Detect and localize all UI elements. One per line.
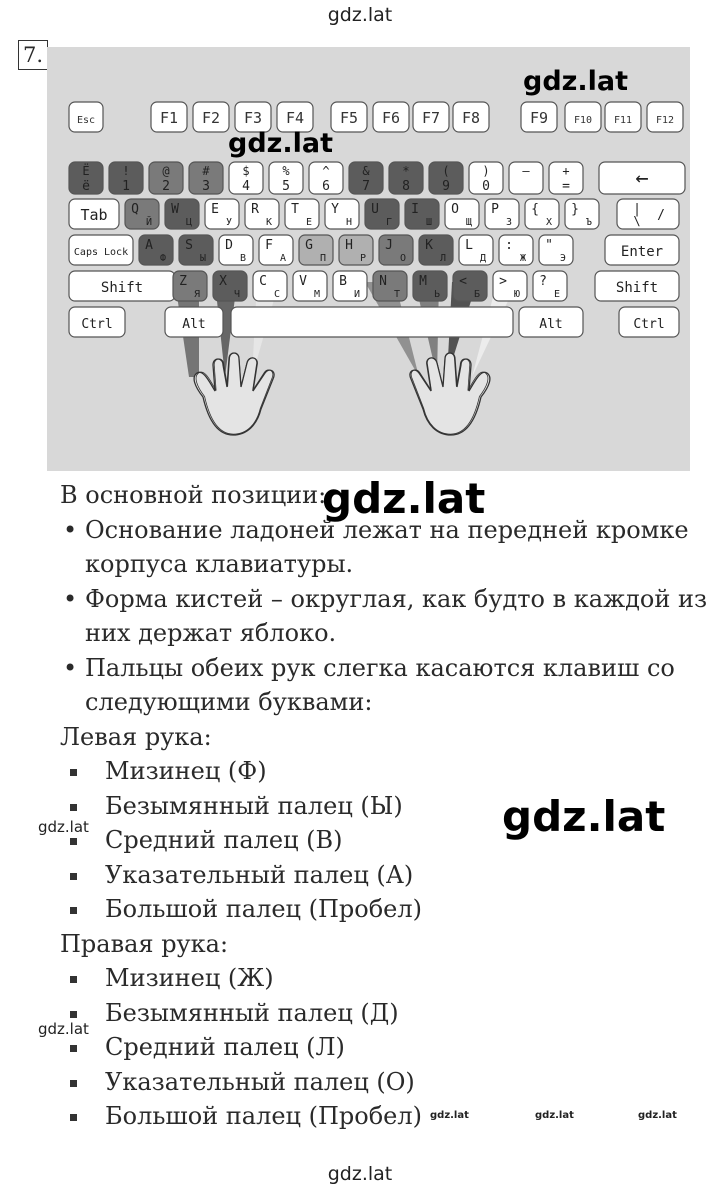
backslash-extra: / <box>657 208 665 223</box>
task-number: 7. <box>18 40 48 70</box>
right-item <box>60 996 700 1031</box>
letter-key-cyrillic: А <box>279 253 287 264</box>
letter-key-latin: S <box>185 238 193 253</box>
letter-key-cyrillic: Л <box>439 253 447 264</box>
function-key-label: F10 <box>573 115 593 126</box>
letter-key-latin: Z <box>179 274 187 289</box>
function-key-label: F6 <box>381 109 401 127</box>
letter-key-latin: W <box>171 202 179 217</box>
number-key-top: Ё <box>82 164 90 178</box>
letter-key-latin: J <box>385 238 393 253</box>
hand-outline <box>410 353 490 435</box>
letter-key-latin: < <box>459 274 467 289</box>
letter-key-latin: L <box>465 238 473 253</box>
letter-key-cyrillic: П <box>319 253 327 264</box>
bullet-3 <box>60 651 700 686</box>
backslash-key <box>617 199 679 229</box>
number-key-top: % <box>282 164 290 178</box>
function-key-label: F11 <box>613 115 633 126</box>
letter-key-latin: F <box>265 238 273 253</box>
function-key-label: F8 <box>461 109 481 127</box>
letter-key-latin: " <box>545 238 553 253</box>
bullet-1-cont: корпуса клавиатуры. <box>85 550 354 578</box>
spacebar-key <box>231 307 513 337</box>
letter-key-cyrillic: И <box>353 289 361 300</box>
letter-key-latin: B <box>339 274 347 289</box>
backslash-bottom: \ <box>633 214 641 228</box>
bullet-dot: • <box>63 515 78 544</box>
ctrl-right-label: Ctrl <box>633 317 665 332</box>
tab-label: Tab <box>80 206 108 224</box>
letter-key-cyrillic: З <box>505 217 513 228</box>
left-item-text: Безымянный палец (Ы) <box>105 791 403 820</box>
letter-key-latin: U <box>371 202 379 217</box>
right-item <box>60 1099 700 1134</box>
letter-key-cyrillic: Б <box>473 289 481 300</box>
watermark-bottom: gdz.lat <box>327 1163 393 1185</box>
alt-right-label: Alt <box>539 317 563 332</box>
watermark-left-1: gdz.lat <box>38 818 89 836</box>
letter-key-cyrillic: В <box>239 253 247 264</box>
bullet-2 <box>60 582 708 617</box>
bullet-dot: • <box>63 653 78 682</box>
letter-key-cyrillic: К <box>265 217 273 228</box>
bullet-1-text: Основание ладоней лежат на передней кромке <box>85 515 689 544</box>
letter-key-latin: D <box>225 238 233 253</box>
letter-key-cyrillic: М <box>313 289 321 300</box>
letter-key-latin: K <box>425 238 433 253</box>
number-key-top: $ <box>242 164 250 178</box>
function-key-label: F1 <box>159 109 179 127</box>
watermark-left-2: gdz.lat <box>38 1020 89 1038</box>
letter-key-latin: R <box>251 202 259 217</box>
left-item-text: Мизинец (Ф) <box>105 757 267 785</box>
number-key-top: ! <box>122 164 130 178</box>
function-key-label: F9 <box>529 109 549 127</box>
letter-key-cyrillic: Ж <box>519 253 527 264</box>
letter-key-latin: Q <box>131 202 139 217</box>
keyboard-figure <box>47 47 690 471</box>
letter-key-cyrillic: С <box>273 289 281 300</box>
number-key-bottom: 1 <box>122 179 130 194</box>
number-key-bottom: 9 <box>442 179 450 194</box>
letter-key-cyrillic: Я <box>193 289 201 300</box>
function-key-label: Esc <box>76 115 96 126</box>
letter-key-cyrillic: Ь <box>433 289 441 300</box>
letter-key-latin: Y <box>331 202 339 217</box>
letter-key-latin: P <box>491 202 499 217</box>
bullet-2-text: Форма кистей – округлая, как будто в каждой из <box>85 584 708 613</box>
right-item-text: Большой палец (Пробел) <box>105 1102 422 1130</box>
letter-key-cyrillic: Э <box>559 253 567 264</box>
square-bullet <box>70 838 77 845</box>
letter-key-cyrillic: У <box>225 217 233 228</box>
enter-label: Enter <box>620 244 664 260</box>
square-bullet <box>70 1114 77 1121</box>
square-bullet <box>70 804 77 811</box>
right-item <box>60 1065 700 1100</box>
letter-key-cyrillic: Ю <box>513 289 521 300</box>
letter-key-cyrillic: Р <box>359 253 367 264</box>
number-key-bottom: 6 <box>322 179 330 194</box>
letter-key-latin: X <box>219 274 227 289</box>
right-hand-heading: Правая рука: <box>60 929 229 958</box>
letter-key-latin: E <box>211 202 219 217</box>
square-bullet <box>70 976 77 983</box>
number-key-top: + <box>562 164 570 178</box>
watermark-tiny-3: gdz.lat <box>638 1110 677 1121</box>
caps-lock-label: Caps Lock <box>73 247 129 258</box>
square-bullet <box>70 1080 77 1087</box>
left-item-text: Указательный палец (А) <box>105 860 414 889</box>
letter-key-cyrillic: Г <box>385 217 393 228</box>
letter-key-latin: I <box>411 202 419 217</box>
right-item <box>60 961 700 996</box>
watermark-right: gdz.lat <box>502 792 666 841</box>
letter-key-latin: : <box>505 238 513 253</box>
number-key-top: @ <box>162 164 170 178</box>
square-bullet <box>70 1045 77 1052</box>
letter-key-latin: { <box>531 202 539 217</box>
watermark-tiny-1: gdz.lat <box>430 1110 469 1121</box>
left-item-text: Средний палец (В) <box>105 826 343 854</box>
alt-left-label: Alt <box>182 317 206 332</box>
letter-key-cyrillic: Ъ <box>585 217 593 228</box>
number-key-top: — <box>522 164 530 178</box>
function-key-label: F12 <box>655 115 675 126</box>
number-key-bottom: 4 <box>242 179 250 194</box>
right-item <box>60 1030 700 1065</box>
letter-key-latin: G <box>305 238 313 253</box>
number-key-top: ^ <box>322 164 330 178</box>
number-key-bottom: = <box>562 179 570 194</box>
number-key-top: * <box>402 164 410 178</box>
right-hand <box>410 353 490 435</box>
bullet-dot: • <box>63 584 78 613</box>
letter-key-cyrillic: Н <box>345 217 353 228</box>
function-key-label: F7 <box>421 109 441 127</box>
right-item-text: Указательный палец (О) <box>105 1067 415 1096</box>
letter-key-latin: N <box>379 274 387 289</box>
number-key-top: ) <box>482 164 490 178</box>
letter-key-cyrillic: Ф <box>159 253 167 264</box>
number-key-bottom: 2 <box>162 179 170 194</box>
hand-outline <box>194 353 274 435</box>
letter-key-latin: > <box>499 274 507 289</box>
letter-key-latin: T <box>291 202 299 217</box>
keyboard-illustration <box>47 47 690 471</box>
bullet-3-text: Пальцы обеих рук слегка касаются клавиш со <box>85 653 675 682</box>
function-key-label: F4 <box>285 109 305 127</box>
left-hand <box>194 353 274 435</box>
number-key-bottom: 7 <box>362 179 370 194</box>
bullet-2-cont: них держат яблоко. <box>85 619 337 647</box>
letter-key-cyrillic: Д <box>479 253 487 264</box>
letter-key-latin: ? <box>539 274 547 289</box>
number-key-bottom: 0 <box>482 179 490 194</box>
watermark-tiny-2: gdz.lat <box>535 1110 574 1121</box>
watermark-keyboard-1: gdz.lat <box>523 66 629 97</box>
function-key-label: F2 <box>201 109 221 127</box>
letter-key-latin: V <box>299 274 307 289</box>
number-key-top: # <box>202 164 210 178</box>
letter-key-cyrillic: Ч <box>233 289 241 300</box>
letter-key-latin: O <box>451 202 459 217</box>
letter-key-cyrillic: Щ <box>465 217 473 228</box>
letter-key-cyrillic: Е <box>305 217 313 228</box>
function-key-label: F3 <box>243 109 263 127</box>
left-item-text: Большой палец (Пробел) <box>105 895 422 923</box>
right-item-text: Мизинец (Ж) <box>105 964 274 992</box>
letter-key-cyrillic: Ш <box>425 217 433 228</box>
function-key-label: F5 <box>339 109 359 127</box>
square-bullet <box>70 873 77 880</box>
letter-key-latin: A <box>145 238 153 253</box>
left-hand-heading: Левая рука: <box>60 722 212 751</box>
letter-key-cyrillic: Т <box>393 289 401 300</box>
right-item-text: Безымянный палец (Д) <box>105 998 399 1027</box>
ctrl-left-label: Ctrl <box>81 317 113 332</box>
right-item-text: Средний палец (Л) <box>105 1033 345 1061</box>
backslash-top: | <box>633 202 641 217</box>
letter-key-cyrillic: Х <box>545 217 553 228</box>
watermark-top: gdz.lat <box>327 4 393 26</box>
number-key-bottom: 3 <box>202 179 210 194</box>
number-key-bottom: ё <box>82 179 90 194</box>
bullet-3-cont: следующими буквами: <box>85 688 373 716</box>
backspace-label: ← <box>635 166 649 191</box>
letter-key-latin: H <box>345 238 353 253</box>
watermark-center: gdz.lat <box>322 474 486 523</box>
letter-key-cyrillic: Й <box>145 217 153 228</box>
square-bullet <box>70 769 77 776</box>
number-key-bottom: 8 <box>402 179 410 194</box>
intro-line: В основной позиции: <box>60 481 327 509</box>
shift-right-label: Shift <box>615 280 659 296</box>
letter-key-cyrillic: Е <box>553 289 561 300</box>
number-key-bottom: 5 <box>282 179 290 194</box>
left-item <box>60 754 700 789</box>
watermark-keyboard-2: gdz.lat <box>228 128 334 159</box>
number-key-top: & <box>362 164 370 178</box>
letter-key-latin: M <box>419 274 427 289</box>
letter-key-latin: } <box>571 202 579 217</box>
letter-key-latin: C <box>259 274 267 289</box>
number-key-top: ( <box>442 164 450 178</box>
letter-key-cyrillic: Ц <box>185 217 193 228</box>
square-bullet <box>70 1011 77 1018</box>
shift-left-label: Shift <box>100 280 144 296</box>
left-item <box>60 858 700 893</box>
letter-key-cyrillic: Ы <box>199 253 207 264</box>
square-bullet <box>70 907 77 914</box>
left-item <box>60 892 700 927</box>
letter-key-cyrillic: О <box>399 253 407 264</box>
